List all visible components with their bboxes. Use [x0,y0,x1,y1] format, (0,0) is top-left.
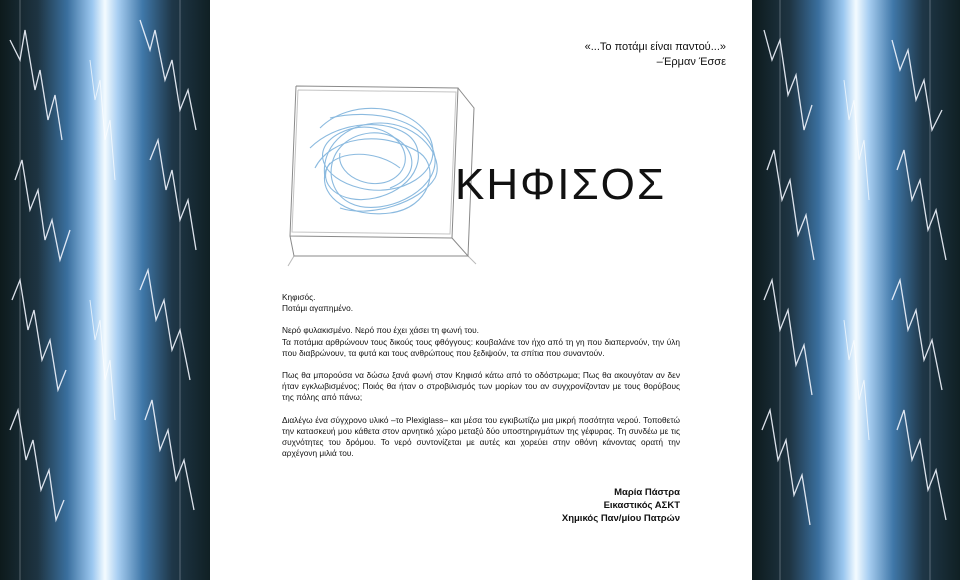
left-art-panel [0,0,210,580]
paragraph-2-line-1: Νερό φυλακισμένο. Νερό που έχει χάσει τη φωνή του. [282,325,479,336]
paragraph-1 [282,292,680,314]
paragraph-2-line-2: Τα ποτάμια αρθρώνουν τους δικούς τους φθόγγους: κουβαλάνε τον ήχο από τη γη που διαπερνούν, την ύλη που διαβρώνουν, τα φυτά και τους ανθρώπους που ξεδιψούν, τα σπίτια που συναντούν. [282,336,680,358]
paragraph-4: Διαλέγω ένα σύγχρονο υλικό –το Plexiglass– και μέσα του εγκιβωτίζω μια μικρή ποσότητα νερού. Τοποθετώ την κατασκευή μου κάθετα στον αρνητικό χώρο μεταξύ δύο υποστηριγμάτων της γέφυρας. Τη συνδέω με τις συχνότητες του δρόμου. Το νερό συντονίζεται με αυτές και χορεύει στην οθόνη κάνοντας ορατή την αρχέγονη μιλιά του. [282,414,680,459]
waveform-decoration-right [752,0,960,580]
epigraph-author: –Έρμαν Έσσε [656,56,726,68]
body-text [282,292,680,470]
signature-line-2: Εικαστικός ΑΣΚΤ [603,500,680,511]
signature-name: Μαρία Πάστρα [614,487,680,498]
waveform-decoration-left [0,0,210,580]
document-page [210,0,752,580]
epigraph [585,40,726,70]
epigraph-text: «...Το ποτάμι είναι παντού...» [584,41,726,53]
paragraph-3: Πως θα μπορούσα να δώσω ξανά φωνή στον Κηφισό κάτω από το οδόστρωμα; Πως θα ακουγόταν αν δεν ήταν εγκλωβισμένος; Ποιός θα ήταν ο στροβιλισμός των μορίων του αν συγχρονίζονταν με τους θορύβους της πόλης από πάνω; [282,370,680,403]
paragraph-1-line-2: Ποτάμι αγαπημένο. [282,303,354,314]
right-art-panel [752,0,960,580]
paragraph-2 [282,325,680,359]
paragraph-1-line-1: Κηφισός. [282,292,316,302]
signature-line-3: Χημικός Παν/μίου Πατρών [561,513,680,524]
page-title: ΚΗΦΙΣΟΣ [455,160,667,209]
signature-block [562,486,680,525]
plexiglass-box-sketch-icon [280,78,480,268]
